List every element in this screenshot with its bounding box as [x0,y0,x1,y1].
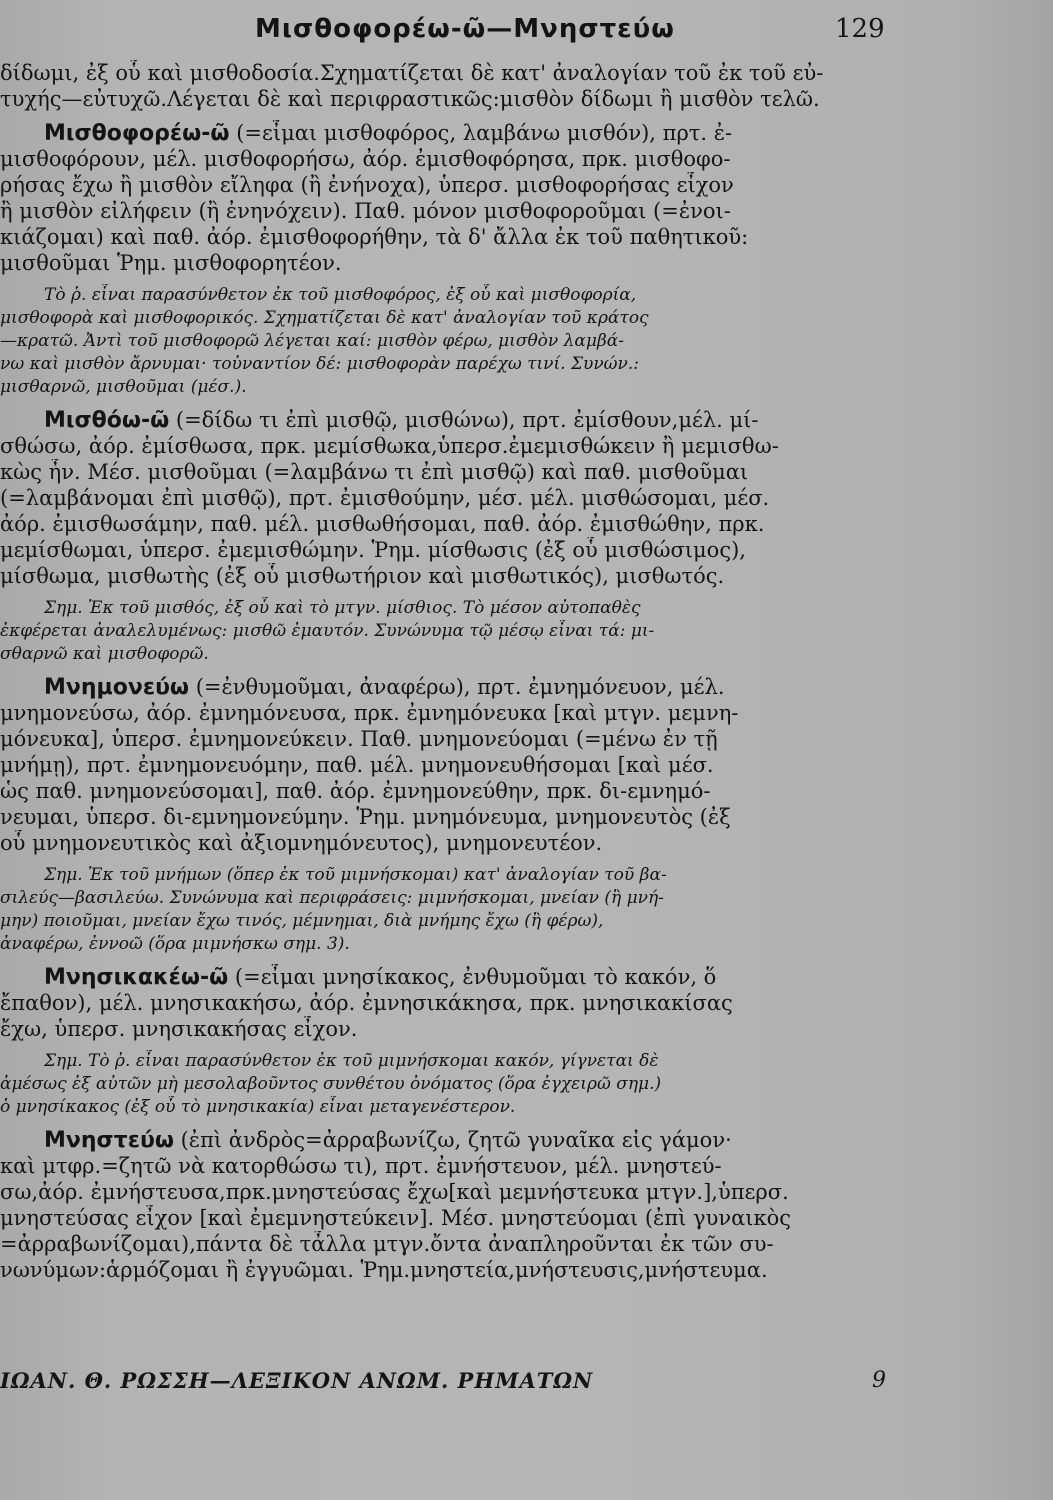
line-text: ὁ μνησίκακος (ἐξ οὗ τὸ μνησικακία) εἶναι μεταγενέστερον. [0,1097,516,1117]
line-text: σω,ἀόρ. ἐμνήστευσα,πρκ.μνηστεύσας ἔχω[καὶ μεμνήστευκα μτγν.],ὑπερσ. [0,1180,789,1204]
text-line [0,353,948,376]
block-spacer [0,276,948,284]
dictionary-entry [0,120,948,276]
line-text: τυχής—εὐτυχῶ.Λέγεται δὲ καὶ περιφραστικῶς:μισθὸν δίδωμι ἢ μισθὸν τελῶ. [0,87,820,111]
dictionary-entry [0,964,948,1042]
headword: Μισθοφορέω-ῶ [44,121,230,146]
line-text: (=λαμβάνομαι ἐπὶ μισθῷ), πρτ. ἐμισθούμην, μέσ. μέλ. μισθώσομαι, μέσ. [0,486,770,510]
line-text: μνηστεύσας εἶχον [καὶ ἐμεμνηστεύκειν]. Μέσ. μνηστεύομαι (ἐπὶ γυναικὸς [0,1206,792,1230]
line-text: νευμαι, ὑπερσ. δι-εμνημονεύμην. Ῥημ. μνημόνευμα, μνημονευτὸς (ἐξ [0,805,731,829]
line-text: ἐκφέρεται ἀναλελυμένως: μισθῶ ἐμαυτόν. Συνώνυμα τῷ μέσῳ εἶναι τά: μι- [0,621,655,641]
text-line [0,990,948,1016]
text-line [0,250,948,276]
text-line [0,511,948,537]
line-text: μνήμῃ), πρτ. ἐμνημονευόμην, παθ. μέλ. μνημονευθήσομαι [καὶ μέσ. [0,753,714,777]
text-line [0,146,948,172]
line-text: ἀναφέρω, ἐννοῶ (ὅρα μιμνήσκω σημ. 3). [0,934,350,954]
text-line [0,830,948,856]
line-text: ἔπαθον), μέλ. μνησικακήσω, ἀόρ. ἐμνησικάκησα, πρκ. μνησικακίσας [0,991,733,1015]
signature-mark: 9 [872,1368,886,1393]
line-text: μνημονεύσω, ἀόρ. ἐμνημόνευσα, πρκ. ἐμνημόνευκα [καὶ μτγν. μεμνη- [0,701,739,725]
text-line [0,376,948,399]
text-line [0,60,948,86]
entry-note [0,284,948,399]
text-line [0,224,948,250]
page-number: 129 [835,14,885,44]
text-line [0,752,948,778]
signature-title: ΙΩΑΝ. Θ. ΡΩΣΣΗ—ΛΕΞΙΚΟΝ ΑΝΩΜ. ΡΗΜΑΤΩΝ [0,1368,594,1393]
headword: Μνησικακέω-ῶ [44,965,229,990]
entry-note [0,1050,948,1119]
line-text: Σημ. Ἐκ τοῦ μισθός, ἐξ οὗ καὶ τὸ μτγν. μίσθιος. Τὸ μέσον αὐτοπαθὲς [44,598,641,618]
line-text: μην) ποιοῦμαι, μνείαν ἔχω τινός, μέμνημαι, διὰ μνήμης ἔχω (ἢ φέρω), [0,911,604,931]
entry-note [0,864,948,956]
text-line [0,864,948,887]
line-text: δίδωμι, ἐξ οὗ καὶ μισθοδοσία.Σχηματίζεται δὲ κατ' ἀναλογίαν τοῦ ἐκ τοῦ εὐ- [0,61,824,85]
line-text: ἢ μισθὸν εἰλήφειν (ἢ ἐνηνόχειν). Παθ. μόνον μισθοφοροῦμαι (=ἐνοι- [0,199,731,223]
text-line [0,307,948,330]
block-spacer [0,112,948,120]
page-body [0,60,948,1370]
text-line [0,778,948,804]
line-text: οὗ μνημονευτικὸς καὶ ἀξιομνημόνευτος), μνημονευτέον. [0,831,603,855]
text-line [0,563,948,589]
text-line [0,198,948,224]
text-line [0,1231,948,1257]
dictionary-entry [0,1127,948,1283]
text-line [0,1073,948,1096]
block-spacer [0,1283,948,1291]
text-line [0,1127,948,1153]
text-line [0,1153,948,1179]
text-line [0,887,948,910]
line-text: ἔχω, ὑπερσ. μνησικακήσας εἶχον. [0,1017,358,1041]
continued-text [0,60,948,112]
line-text: σθώσω, ἀόρ. ἐμίσθωσα, πρκ. μεμίσθωκα,ὑπερσ.ἐμεμισθώκειν ἢ μεμισθω- [0,434,779,458]
text-line [0,1205,948,1231]
text-line [0,597,948,620]
line-text: μισθοῦμαι Ῥημ. μισθοφορητέον. [0,251,342,275]
block-spacer [0,856,948,864]
text-line [0,674,948,700]
line-text: ἀόρ. ἐμισθωσάμην, παθ. μέλ. μισθωθήσομαι, παθ. ἀόρ. ἐμισθώθην, πρκ. [0,512,765,536]
block-spacer [0,956,948,964]
line-text: Τὸ ῥ. εἶναι παρασύνθετον ἐκ τοῦ μισθοφόρος, ἐξ οὗ καὶ μισθοφορία, [44,285,637,305]
text-line [0,485,948,511]
line-text: Σημ. Τὸ ῥ. εἶναι παρασύνθετον ἐκ τοῦ μιμνήσκομαι κακόν, γίγνεται δὲ [44,1051,659,1071]
text-line [0,407,948,433]
block-spacer [0,1042,948,1050]
block-spacer [0,666,948,674]
line-text: νω καὶ μισθὸν ἄρνυμαι· τοὐναντίον δέ: μισθοφορὰν παρέχω τινί. Συνών.: [0,354,639,374]
line-text: (ἐπὶ ἀνδρὸς=ἀρραβωνίζω, ζητῶ γυναῖκα εἰς γάμον· [173,1128,732,1152]
line-text: (=δίδω τι ἐπὶ μισθῷ, μισθώνω), πρτ. ἐμίσθουν,μέλ. μί- [169,408,759,432]
line-text: μίσθωμα, μισθωτὴς (ἐξ οὗ μισθωτήριον καὶ μισθωτικός), μισθωτός. [0,564,725,588]
line-text: σιλεύς—βασιλεύω. Συνώνυμα καὶ περιφράσεις: μιμνήσκομαι, μνείαν (ἢ μνή- [0,888,664,908]
text-line [0,284,948,307]
line-text: μισθαρνῶ, μισθοῦμαι (μέσ.). [0,377,247,397]
text-line [0,1016,948,1042]
text-line [0,1096,948,1119]
block-spacer [0,1119,948,1127]
line-text: μισθοφόρουν, μέλ. μισθοφορήσω, ἀόρ. ἐμισθοφόρησα, πρκ. μισθοφο- [0,147,731,171]
text-line [0,804,948,830]
headword: Μισθόω-ῶ [44,408,170,433]
text-line [0,910,948,933]
text-line [0,537,948,563]
line-text: κὼς ἦν. Μέσ. μισθοῦμαι (=λαμβάνω τι ἐπὶ μισθῷ) καὶ παθ. μισθοῦμαι [0,460,749,484]
text-line [0,726,948,752]
text-line [0,86,948,112]
headword: Μνηστεύω [44,1128,174,1153]
text-line [0,1179,948,1205]
line-text: μεμίσθωμαι, ὑπερσ. ἐμεμισθώμην. Ῥημ. μίσθωσις (ἐξ οὗ μισθώσιμος), [0,538,746,562]
dictionary-entry [0,407,948,589]
text-line [0,330,948,353]
line-text: νωνύμων:ἁρμόζομαι ἢ ἐγγυῶμαι. Ῥημ.μνηστεία,μνήστευσις,μνήστευμα. [0,1258,768,1282]
line-text: =ἀρραβωνίζομαι),πάντα δὲ τἆλλα μτγν.ὄντα ἀναπληροῦνται ἐκ τῶν συ- [0,1232,774,1256]
line-text: ἀμέσως ἐξ αὐτῶν μὴ μεσολαβοῦντος συνθέτου ὀνόματος (ὅρα ἐγχειρῶ σημ.) [0,1074,662,1094]
text-line [0,433,948,459]
text-line [0,643,948,666]
line-text: κιάζομαι) καὶ παθ. ἀόρ. ἐμισθοφορήθην, τὰ δ' ἄλλα ἐκ τοῦ παθητικοῦ: [0,225,749,249]
line-text: (=εἶμαι μισθοφόρος, λαμβάνω μισθόν), πρτ. ἐ- [229,121,733,145]
headword: Μνημονεύω [44,675,190,700]
page-header [0,10,1053,50]
text-line [0,620,948,643]
running-head: Μισθοφορέω-ῶ—Μνηστεύω [255,14,675,44]
text-line [0,1257,948,1283]
block-spacer [0,589,948,597]
line-text: —κρατῶ. Ἀντὶ τοῦ μισθοφορῶ λέγεται καί: μισθὸν φέρω, μισθὸν λαμβά- [0,331,625,351]
line-text: καὶ μτφρ.=ζητῶ νὰ κατορθώσω τι), πρτ. ἐμνήστευον, μέλ. μνηστεύ- [0,1154,722,1178]
entry-note [0,597,948,666]
block-spacer [0,399,948,407]
line-text: μόνευκα], ὑπερσ. ἐμνημονεύκειν. Παθ. μνημονεύομαι (=μένω ἐν τῇ [0,727,718,751]
line-text: (=ἐνθυμοῦμαι, ἀναφέρω), πρτ. ἐμνημόνευον, μέλ. [189,675,725,699]
line-text: μισθοφορὰ καὶ μισθοφορικός. Σχηματίζεται δὲ κατ' ἀναλογίαν τοῦ κράτος [0,308,649,328]
line-text: Σημ. Ἐκ τοῦ μνήμων (ὅπερ ἐκ τοῦ μιμνήσκομαι) κατ' ἀναλογίαν τοῦ βα- [44,865,667,885]
text-line [0,120,948,146]
text-line [0,964,948,990]
dictionary-entry [0,674,948,856]
line-text: ρήσας ἔχω ἢ μισθὸν εἴληφα (ἢ ἐνήνοχα), ὑπερσ. μισθοφορήσας εἶχον [0,173,734,197]
text-line [0,459,948,485]
text-line [0,172,948,198]
page-footer [0,1368,948,1400]
text-line [0,700,948,726]
text-line [0,933,948,956]
line-text: ὡς παθ. μνημονεύσομαι], παθ. ἀόρ. ἐμνημονεύθην, πρκ. δι-εμνημό- [0,779,711,803]
line-text: (=εἶμαι μνησίκακος, ἐνθυμοῦμαι τὸ κακόν, ὅ [228,965,717,989]
text-line [0,1050,948,1073]
line-text: σθαρνῶ καὶ μισθοφορῶ. [0,644,209,664]
